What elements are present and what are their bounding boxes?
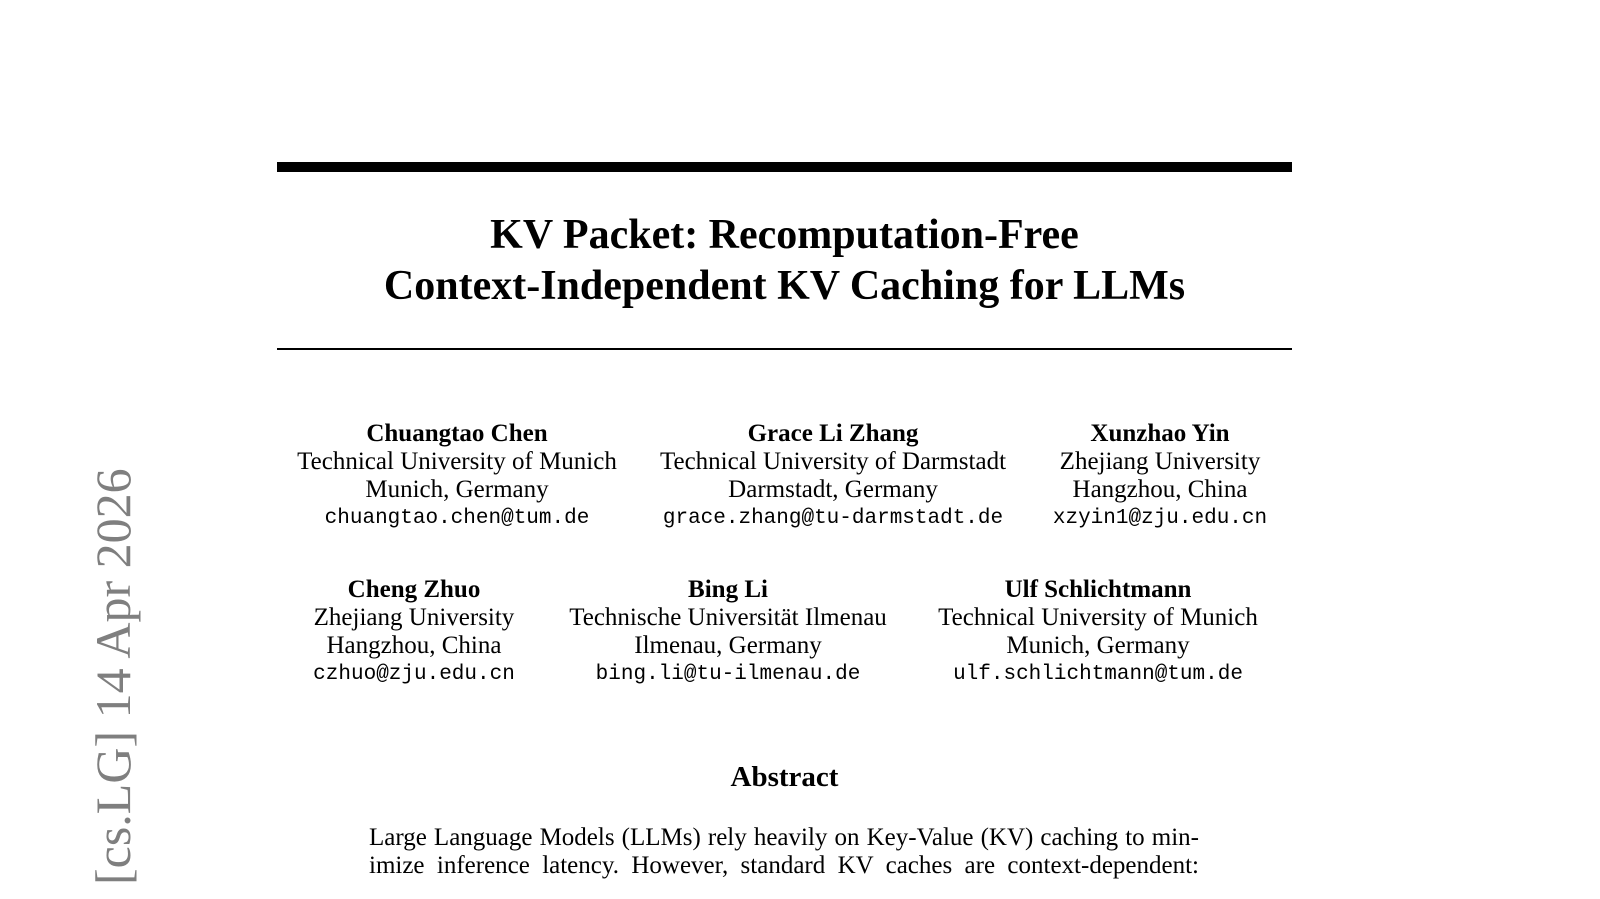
author-location: Hangzhou, China	[1072, 476, 1248, 503]
paper-title-line-2: Context-Independent KV Caching for LLMs	[383, 263, 1186, 309]
author-affiliation: Technical University of Darmstadt	[659, 448, 1007, 475]
abstract-body	[369, 824, 1199, 880]
author-location: Hangzhou, China	[326, 632, 502, 659]
author-block	[1053, 420, 1267, 533]
arxiv-side-stamp: [cs.LG] 14 Apr 2026	[85, 468, 141, 885]
title-bottom-rule	[277, 348, 1292, 350]
author-block	[569, 576, 887, 689]
author-email: chuangtao.chen@tum.de	[324, 507, 590, 530]
author-email: xzyin1@zju.edu.cn	[1052, 507, 1268, 530]
abstract-line: imize inference latency. However, standard KV caches are context-dependent:	[369, 852, 1199, 879]
author-name: Bing Li	[688, 576, 768, 603]
author-name: Cheng Zhuo	[347, 576, 481, 603]
author-email: czhuo@zju.edu.cn	[313, 663, 515, 686]
author-affiliation: Technical University of Munich	[938, 604, 1258, 631]
author-email: bing.li@tu-ilmenau.de	[595, 663, 861, 686]
author-name: Xunzhao Yin	[1090, 420, 1230, 447]
author-name: Chuangtao Chen	[366, 420, 548, 447]
author-affiliation: Technische Universität Ilmenau	[569, 604, 887, 631]
abstract-line: Large Language Models (LLMs) rely heavily on Key-Value (KV) caching to min-	[369, 824, 1199, 851]
author-block	[313, 576, 515, 689]
author-affiliation: Technical University of Munich	[297, 448, 617, 475]
title-top-rule	[277, 162, 1292, 172]
author-affiliation: Zhejiang University	[1059, 448, 1261, 475]
paper-title-line-1: KV Packet: Recomputation-Free	[490, 212, 1079, 258]
author-location: Ilmenau, Germany	[634, 632, 822, 659]
author-location: Munich, Germany	[365, 476, 549, 503]
author-location: Darmstadt, Germany	[728, 476, 938, 503]
author-block	[660, 420, 1006, 533]
author-email: ulf.schlichtmann@tum.de	[953, 663, 1243, 686]
abstract-heading: Abstract	[730, 761, 839, 793]
author-name: Ulf Schlichtmann	[1004, 576, 1192, 603]
author-block	[938, 576, 1258, 689]
author-location: Munich, Germany	[1006, 632, 1190, 659]
author-email: grace.zhang@tu-darmstadt.de	[662, 507, 1004, 530]
author-name: Grace Li Zhang	[747, 420, 919, 447]
author-affiliation: Zhejiang University	[313, 604, 515, 631]
author-block	[297, 420, 617, 533]
